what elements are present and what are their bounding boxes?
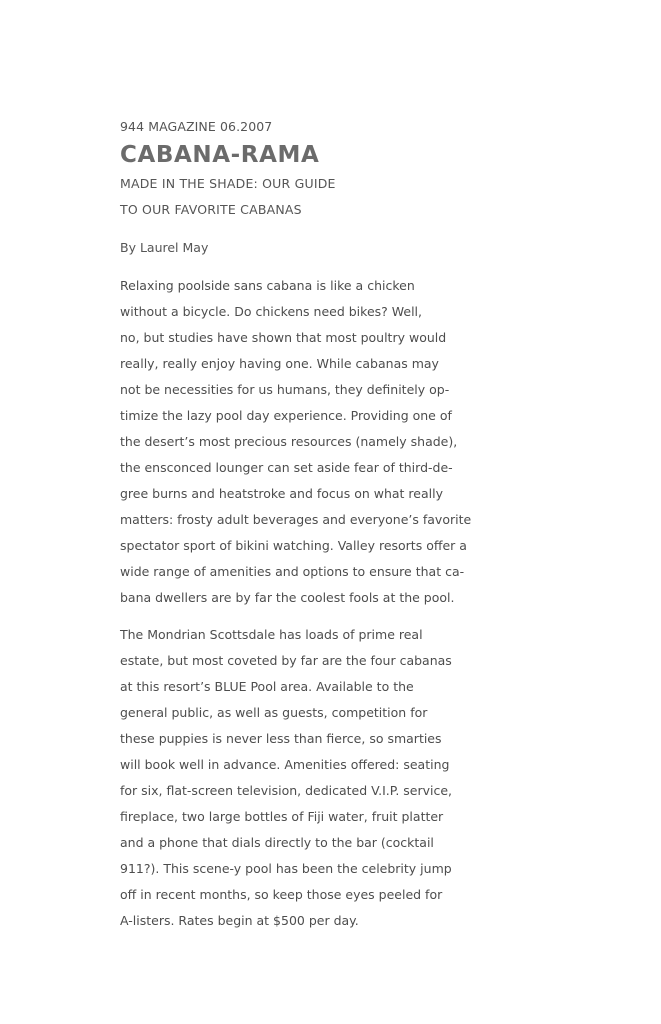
text-line: and a phone that dials directly to the bar (cocktail: [120, 835, 434, 850]
article: [120, 118, 470, 934]
text-line: for six, flat-screen television, dedicated V.I.P. service,: [120, 783, 453, 798]
deck-line: MADE IN THE SHADE: OUR GUIDE: [120, 176, 336, 191]
headline: CABANA-RAMA: [120, 142, 320, 168]
text-line: estate, but most coveted by far are the four cabanas: [120, 653, 452, 668]
text-line: A-listers. Rates begin at $500 per day.: [120, 913, 359, 928]
text-line: fireplace, two large bottles of Fiji water, fruit platter: [120, 809, 444, 824]
text-line: without a bicycle. Do chickens need bikes? Well,: [120, 304, 422, 319]
text-line: wide range of amenities and options to ensure that ca-: [120, 564, 465, 579]
body-paragraph-1: [120, 273, 470, 611]
text-line: not be necessities for us humans, they definitely op-: [120, 382, 450, 397]
text-line: these puppies is never less than fierce, so smarties: [120, 731, 442, 746]
text-line: the desert’s most precious resources (namely shade),: [120, 434, 458, 449]
text-line: will book well in advance. Amenities offered: seating: [120, 757, 450, 772]
issue-line: 944 MAGAZINE 06.2007: [120, 119, 273, 134]
text-line: really, really enjoy having one. While cabanas may: [120, 356, 439, 371]
text-line: no, but studies have shown that most poultry would: [120, 330, 447, 345]
text-line: 911?). This scene-y pool has been the celebrity jump: [120, 861, 452, 876]
body-paragraph-2: [120, 622, 470, 934]
text-line: at this resort’s BLUE Pool area. Available to the: [120, 679, 414, 694]
text-line: the ensconced lounger can set aside fear of third-de-: [120, 460, 453, 475]
deck: [120, 171, 470, 223]
byline: By Laurel May: [120, 240, 209, 255]
text-line: timize the lazy pool day experience. Providing one of: [120, 408, 452, 423]
text-line: spectator sport of bikini watching. Valley resorts offer a: [120, 538, 467, 553]
text-line: bana dwellers are by far the coolest fools at the pool.: [120, 590, 455, 605]
deck-line: TO OUR FAVORITE CABANAS: [120, 202, 302, 217]
text-line: general public, as well as guests, competition for: [120, 705, 428, 720]
text-line: gree burns and heatstroke and focus on what really: [120, 486, 443, 501]
text-line: matters: frosty adult beverages and everyone’s favorite: [120, 512, 472, 527]
text-line: The Mondrian Scottsdale has loads of prime real: [120, 627, 423, 642]
text-line: off in recent months, so keep those eyes peeled for: [120, 887, 443, 902]
text-line: Relaxing poolside sans cabana is like a chicken: [120, 278, 415, 293]
